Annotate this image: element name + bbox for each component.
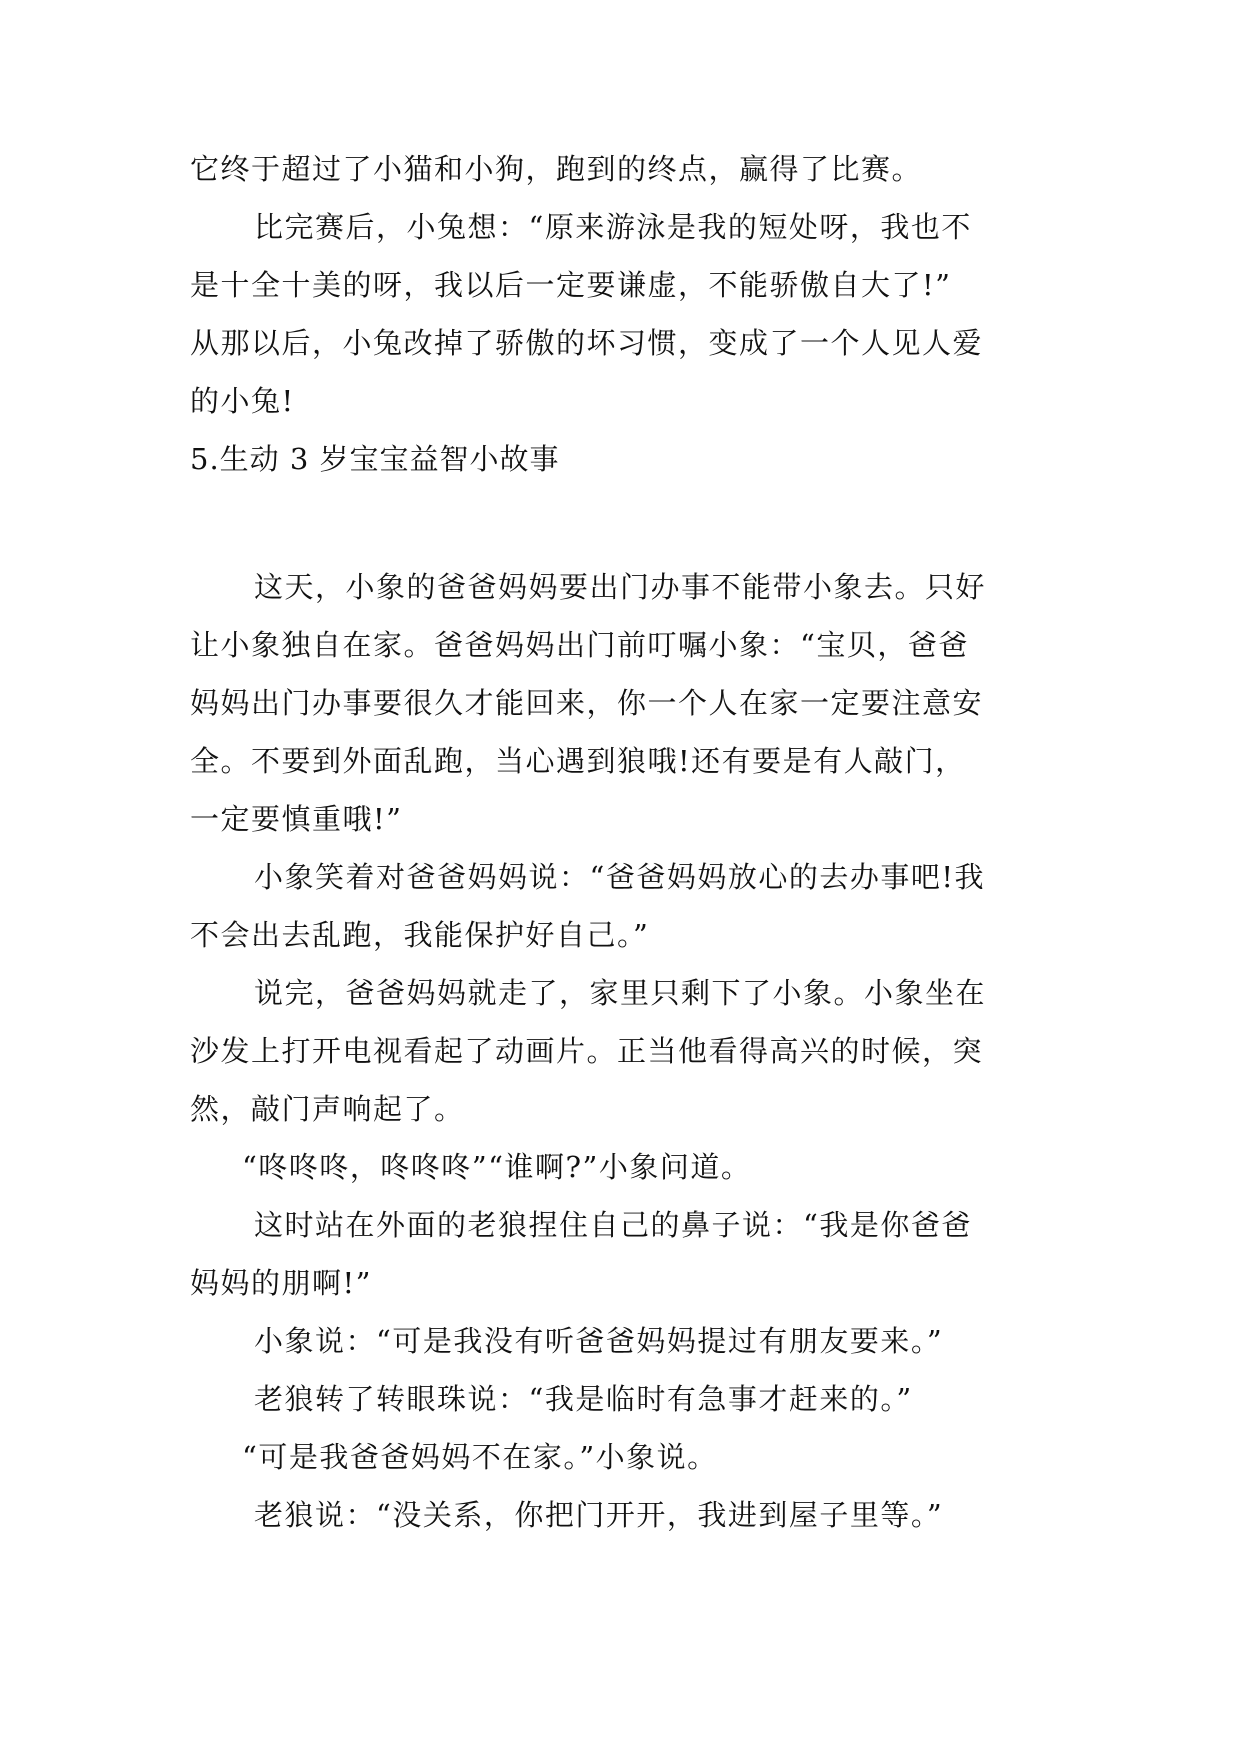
paragraph-line: 比完赛后，小兔想：“原来游泳是我的短处呀，我也不 (254, 210, 972, 244)
paragraph-line: 小象说：“可是我没有听爸爸妈妈提过有朋友要来。” (254, 1324, 944, 1358)
paragraph-line: 妈妈的朋啊!” (190, 1266, 372, 1300)
paragraph-line: “咚咚咚，咚咚咚”“谁啊?”小象问道。 (242, 1150, 752, 1184)
paragraph-line: 不会出去乱跑，我能保护好自己。” (190, 918, 650, 952)
paragraph-line: 是十全十美的呀，我以后一定要谦虚，不能骄傲自大了!” (190, 268, 952, 302)
paragraph-line: 然，敲门声响起了。 (190, 1092, 465, 1126)
paragraph-line: “可是我爸爸妈妈不在家。”小象说。 (242, 1440, 718, 1474)
story-continuation (190, 140, 1054, 488)
paragraph-line: 让小象独自在家。爸爸妈妈出门前叮嘱小象：“宝贝，爸爸 (190, 628, 969, 662)
section-heading: 5.生动 3 岁宝宝益智小故事 (190, 442, 560, 476)
paragraph-line: 老狼说：“没关系，你把门开开，我进到屋子里等。” (254, 1498, 944, 1532)
paragraph-line: 说完，爸爸妈妈就走了，家里只剩下了小象。小象坐在 (254, 976, 987, 1010)
paragraph-line: 从那以后，小兔改掉了骄傲的坏习惯，变成了一个人见人爱 (190, 326, 984, 360)
paragraph-line: 这天，小象的爸爸妈妈要出门办事不能带小象去。只好 (254, 570, 987, 604)
paragraph-line: 这时站在外面的老狼捏住自己的鼻子说：“我是你爸爸 (254, 1208, 972, 1242)
paragraph-line: 老狼转了转眼珠说：“我是临时有急事才赶来的。” (254, 1382, 913, 1416)
paragraph-line: 小象笑着对爸爸妈妈说：“爸爸妈妈放心的去办事吧!我 (254, 860, 985, 894)
paragraph-line: 一定要慎重哦!” (190, 802, 403, 836)
paragraph-line: 它终于超过了小猫和小狗，跑到的终点，赢得了比赛。 (190, 152, 923, 186)
story-body (190, 558, 1054, 1544)
paragraph-line: 沙发上打开电视看起了动画片。正当他看得高兴的时候，突 (190, 1034, 984, 1068)
paragraph-line: 全。不要到外面乱跑，当心遇到狼哦!还有要是有人敲门， (190, 744, 966, 778)
paragraph-line: 的小兔! (190, 384, 295, 418)
paragraph-line: 妈妈出门办事要很久才能回来，你一个人在家一定要注意安 (190, 686, 984, 720)
